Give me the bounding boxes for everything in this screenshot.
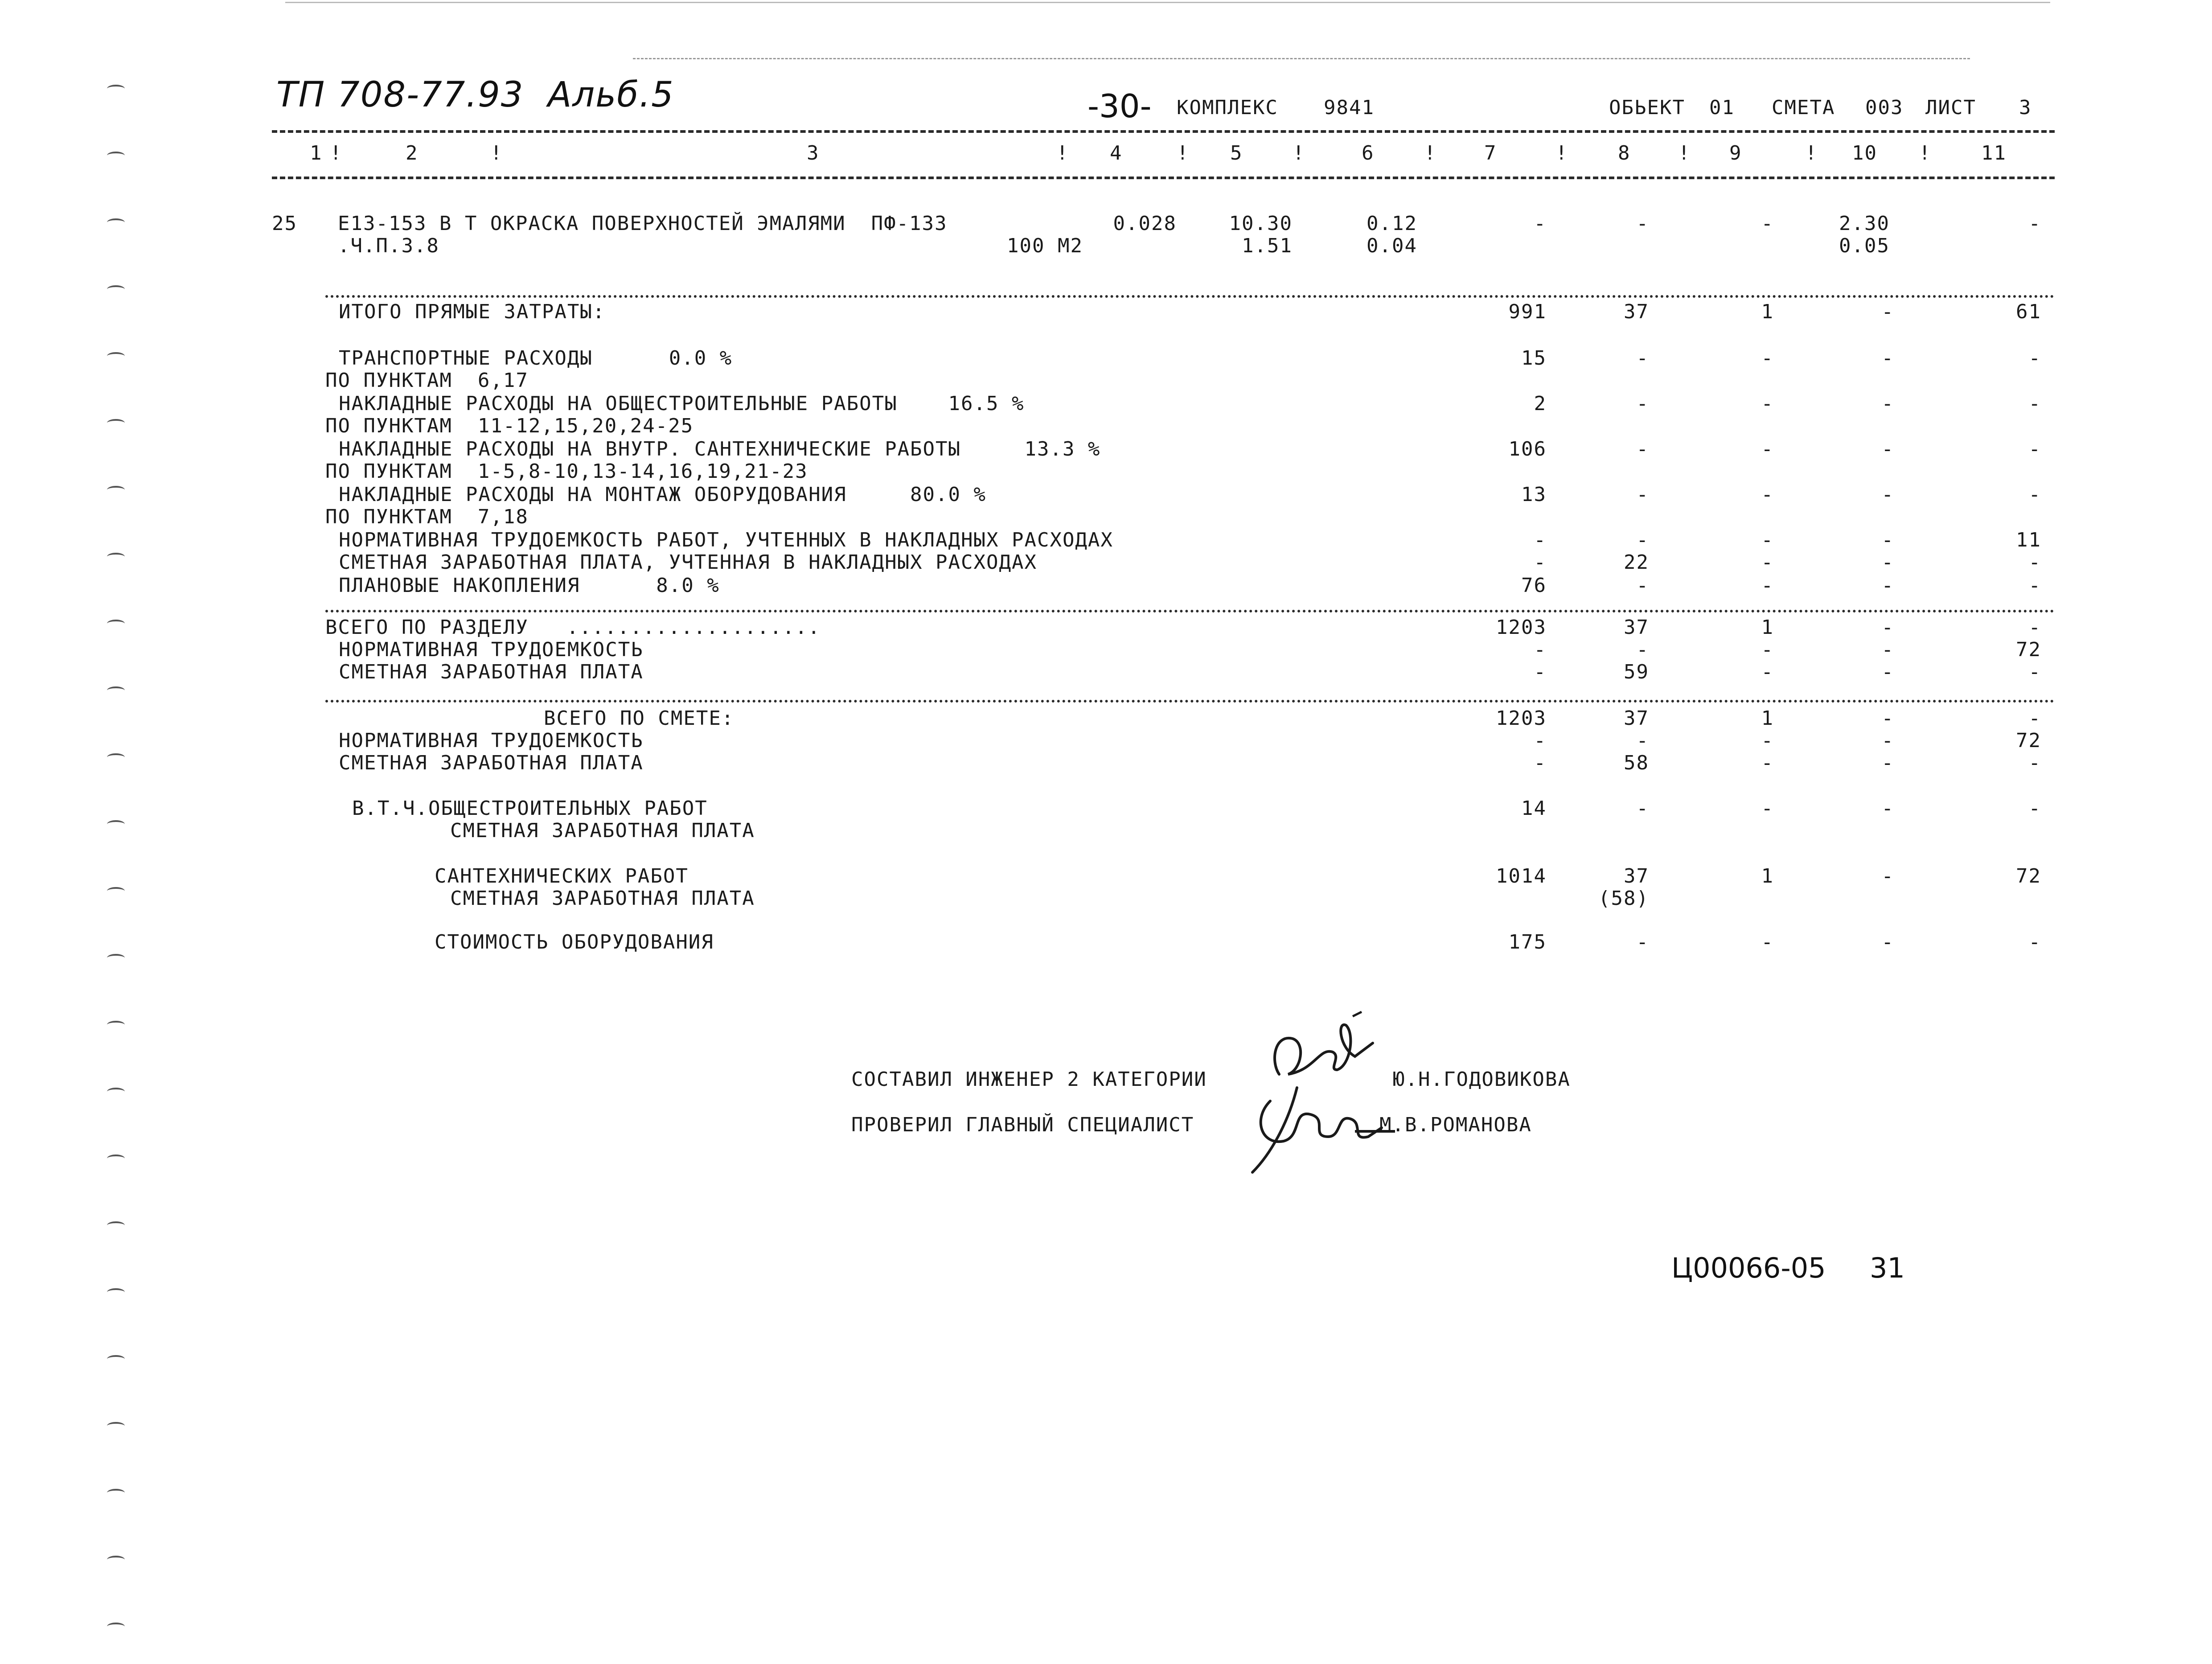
perforation-mark <box>107 1288 125 1296</box>
smeta-norm-c7: - <box>1534 729 1547 752</box>
page-number: 31 <box>1870 1252 1905 1284</box>
section-wage-c10: - <box>1881 661 1894 683</box>
santeh-value-c8: 37 <box>1624 865 1649 887</box>
summary-row-value-c8: - <box>1636 392 1649 415</box>
perforation-mark <box>107 620 125 628</box>
column-header-5: ! <box>1056 142 1069 164</box>
summary-row-value-c8: - <box>1636 483 1649 506</box>
perforation-mark <box>107 887 125 895</box>
column-header-0: 1 <box>310 142 323 164</box>
item-col6: 0.12 <box>1367 212 1417 235</box>
item-col5b: 1.51 <box>1242 234 1293 257</box>
obsh-value-c9: - <box>1761 797 1774 820</box>
perforation-mark <box>107 1221 125 1229</box>
dotted-rule-1 <box>325 295 2055 298</box>
column-header-9: ! <box>1293 142 1305 164</box>
summary-row-sublabel: ПО ПУНКТАМ 11-12,15,20,24-25 <box>325 415 694 437</box>
item-unit: 100 М2 <box>1007 234 1083 257</box>
section-norm-c9: - <box>1761 638 1774 661</box>
section-norm-c8: - <box>1636 638 1649 661</box>
checked-label: ПРОВЕРИЛ ГЛАВНЫЙ СПЕЦИАЛИСТ <box>851 1113 1194 1136</box>
section-total-c11: - <box>2028 616 2041 639</box>
item-description-cont: .Ч.П.3.8 <box>338 234 439 257</box>
section-total-c8: 37 <box>1624 616 1649 639</box>
summary-row-value-c9: - <box>1761 574 1774 597</box>
item-col11: - <box>2028 212 2041 235</box>
perforation-mark <box>107 1021 125 1029</box>
summary-row-label: ПЛАНОВЫЕ НАКОПЛЕНИЯ 8.0 % <box>339 574 720 597</box>
perforation-mark <box>107 486 125 494</box>
smeta-total-c11: - <box>2028 707 2041 730</box>
column-header-14: 8 <box>1618 142 1631 164</box>
summary-row-value-c11: 61 <box>2016 300 2041 323</box>
signature-checker <box>1243 1074 1404 1177</box>
section-total-label: ВСЕГО ПО РАЗДЕЛУ .................... <box>325 616 821 639</box>
summary-row-sublabel: ПО ПУНКТАМ 6,17 <box>325 369 529 392</box>
column-header-18: 10 <box>1852 142 1877 164</box>
handwritten-project-code: ТП 708-77.93 Альб.5 <box>276 75 674 115</box>
smeta-norm-c9: - <box>1761 729 1774 752</box>
item-col10: 2.30 <box>1839 212 1890 235</box>
equip-value-c10: - <box>1881 931 1894 953</box>
smeta-total-label: ВСЕГО ПО СМЕТЕ: <box>544 707 735 730</box>
summary-row-label: ИТОГО ПРЯМЫЕ ЗАТРАТЫ: <box>339 300 606 323</box>
obsh-value-c10: - <box>1881 797 1894 820</box>
column-header-6: 4 <box>1110 142 1123 164</box>
section-total-c10: - <box>1881 616 1894 639</box>
summary-row-value-c9: - <box>1761 483 1774 506</box>
document-code: Ц00066-05 <box>1671 1252 1826 1284</box>
smeta-norm-c8: - <box>1636 729 1649 752</box>
summary-row-label: НОРМАТИВНАЯ ТРУДОЕМКОСТЬ РАБОТ, УЧТЕННЫХ В НАКЛАДНЫХ РАСХОДАХ <box>339 529 1113 551</box>
section-total-c9: 1 <box>1761 616 1774 639</box>
section-wage-c11: - <box>2028 661 2041 683</box>
kompleks-label: КОМПЛЕКС <box>1177 96 1278 119</box>
dotted-rule-2 <box>325 610 2055 612</box>
perforation-mark <box>107 419 125 427</box>
column-header-19: ! <box>1919 142 1932 164</box>
perforation-mark <box>107 954 125 962</box>
summary-row-value-c11: - <box>2028 574 2041 597</box>
summary-row-value-c8: - <box>1636 574 1649 597</box>
summary-row-value-c7: 15 <box>1521 347 1547 370</box>
summary-row-value-c9: - <box>1761 551 1774 574</box>
column-header-7: ! <box>1177 142 1190 164</box>
smeta-norm-c11: 72 <box>2016 729 2041 752</box>
smeta-wage-c8: 58 <box>1624 752 1649 774</box>
object-value: 01 <box>1709 96 1735 119</box>
list-label: ЛИСТ <box>1925 96 1976 119</box>
item-col9: - <box>1761 212 1774 235</box>
top-edge-dash <box>633 58 1970 59</box>
summary-row-value-c10: - <box>1881 392 1894 415</box>
item-col4: 0.028 <box>1113 212 1177 235</box>
section-norm-c7: - <box>1534 638 1547 661</box>
summary-row-value-c10: - <box>1881 300 1894 323</box>
perforation-mark <box>107 1088 125 1096</box>
smeta-wage-c11: - <box>2028 752 2041 774</box>
column-header-4: 3 <box>807 142 820 164</box>
obsh-value-c8: - <box>1636 797 1649 820</box>
column-header-8: 5 <box>1230 142 1243 164</box>
summary-row-value-c9: - <box>1761 392 1774 415</box>
summary-row-value-c7: 106 <box>1508 438 1547 460</box>
perforation-mark <box>107 1355 125 1363</box>
santeh-value-c10: - <box>1881 865 1894 887</box>
santeh-wage-label: СМЕТНАЯ ЗАРАБОТНАЯ ПЛАТА <box>450 887 755 910</box>
smeta-total-c8: 37 <box>1624 707 1649 730</box>
smeta-total-c10: - <box>1881 707 1894 730</box>
summary-row-label: СМЕТНАЯ ЗАРАБОТНАЯ ПЛАТА, УЧТЕННАЯ В НАКЛАДНЫХ РАСХОДАХ <box>339 551 1037 574</box>
summary-row-value-c9: - <box>1761 347 1774 370</box>
equip-value-c11: - <box>2028 931 2041 953</box>
perforation-mark <box>107 686 125 694</box>
obsh-label: В.Т.Ч.ОБЩЕСТРОИТЕЛЬНЫХ РАБОТ <box>352 797 708 820</box>
section-norm-c11: 72 <box>2016 638 2041 661</box>
perforation-mark <box>107 352 125 360</box>
perforation-mark <box>107 820 125 828</box>
item-col6b: 0.04 <box>1367 234 1417 257</box>
smeta-wage-c10: - <box>1881 752 1894 774</box>
summary-row-value-c8: - <box>1636 438 1649 460</box>
summary-row-value-c7: - <box>1534 551 1547 574</box>
item-description: Е13-153 В Т ОКРАСКА ПОВЕРХНОСТЕЙ ЭМАЛЯМИ ПФ-133 <box>338 212 948 235</box>
summary-row-value-c8: 37 <box>1624 300 1649 323</box>
column-header-16: 9 <box>1729 142 1742 164</box>
section-norm-label: НОРМАТИВНАЯ ТРУДОЕМКОСТЬ <box>339 638 644 661</box>
summary-row-label: ТРАНСПОРТНЫЕ РАСХОДЫ 0.0 % <box>339 347 733 370</box>
item-number: 25 <box>272 212 297 235</box>
smeta-value: 003 <box>1865 96 1904 119</box>
equip-value-c7: 175 <box>1508 931 1547 953</box>
summary-row-label: НАКЛАДНЫЕ РАСХОДЫ НА МОНТАЖ ОБОРУДОВАНИЯ 80.0 % <box>339 483 987 506</box>
santeh-value-c7: 1014 <box>1496 865 1547 887</box>
section-wage-c7: - <box>1534 661 1547 683</box>
summary-row-label: НАКЛАДНЫЕ РАСХОДЫ НА ВНУТР. САНТЕХНИЧЕСКИЕ РАБОТЫ 13.3 % <box>339 438 1101 460</box>
item-col8: - <box>1636 212 1649 235</box>
perforation-mark <box>107 218 125 226</box>
smeta-label: СМЕТА <box>1772 96 1835 119</box>
kompleks-value: 9841 <box>1324 96 1375 119</box>
smeta-total-c7: 1203 <box>1496 707 1547 730</box>
smeta-wage-c9: - <box>1761 752 1774 774</box>
perforation-mark <box>107 85 125 93</box>
perforation-mark <box>107 285 125 293</box>
summary-row-value-c7: 13 <box>1521 483 1547 506</box>
section-wage-c8: 59 <box>1624 661 1649 683</box>
equip-label: СТОИМОСТЬ ОБОРУДОВАНИЯ <box>435 931 714 953</box>
equip-value-c9: - <box>1761 931 1774 953</box>
summary-row-value-c11: - <box>2028 438 2041 460</box>
summary-row-value-c10: - <box>1881 551 1894 574</box>
summary-row-sublabel: ПО ПУНКТАМ 7,18 <box>325 505 529 528</box>
obsh-value-c11: - <box>2028 797 2041 820</box>
perforation-mark <box>107 1556 125 1564</box>
summary-row-value-c11: 11 <box>2016 529 2041 551</box>
checked-name: М.В.РОМАНОВА <box>1379 1113 1532 1136</box>
compiled-name: Ю.Н.ГОДОВИКОВА <box>1393 1068 1571 1091</box>
column-header-12: 7 <box>1484 142 1497 164</box>
dotted-rule-3 <box>325 700 2055 703</box>
summary-row-value-c11: - <box>2028 483 2041 506</box>
perforation-mark <box>107 753 125 761</box>
item-col7: - <box>1534 212 1547 235</box>
perforation-mark <box>107 1155 125 1163</box>
column-header-1: ! <box>330 142 343 164</box>
summary-row-value-c7: 76 <box>1521 574 1547 597</box>
santeh-value-c11: 72 <box>2016 865 2041 887</box>
summary-row-value-c11: - <box>2028 347 2041 370</box>
santeh-value-c9: 1 <box>1761 865 1774 887</box>
summary-row-value-c10: - <box>1881 347 1894 370</box>
smeta-norm-c10: - <box>1881 729 1894 752</box>
summary-row-value-c11: - <box>2028 551 2041 574</box>
perforation-mark <box>107 1489 125 1497</box>
summary-row-value-c8: 22 <box>1624 551 1649 574</box>
summary-row-value-c7: - <box>1534 529 1547 551</box>
perforation-mark <box>107 1422 125 1430</box>
obsh-value-c7: 14 <box>1521 797 1547 820</box>
perforation-mark <box>107 553 125 561</box>
section-total-c7: 1203 <box>1496 616 1547 639</box>
perforation-mark <box>107 1623 125 1631</box>
column-header-17: ! <box>1805 142 1818 164</box>
summary-row-value-c9: - <box>1761 529 1774 551</box>
summary-row-value-c9: - <box>1761 438 1774 460</box>
smeta-wage-label: СМЕТНАЯ ЗАРАБОТНАЯ ПЛАТА <box>339 752 644 774</box>
smeta-wage-c7: - <box>1534 752 1547 774</box>
column-header-10: 6 <box>1362 142 1375 164</box>
section-norm-c10: - <box>1881 638 1894 661</box>
obsh-wage-label: СМЕТНАЯ ЗАРАБОТНАЯ ПЛАТА <box>450 819 755 842</box>
item-col5: 10.30 <box>1229 212 1293 235</box>
summary-row-value-c10: - <box>1881 574 1894 597</box>
column-header-2: 2 <box>406 142 419 164</box>
item-col10b: 0.05 <box>1839 234 1890 257</box>
smeta-norm-label: НОРМАТИВНАЯ ТРУДОЕМКОСТЬ <box>339 729 644 752</box>
summary-row-value-c10: - <box>1881 438 1894 460</box>
column-header-3: ! <box>490 142 503 164</box>
header-rule-bottom <box>272 177 2055 179</box>
column-header-15: ! <box>1678 142 1691 164</box>
summary-row-sublabel: ПО ПУНКТАМ 1-5,8-10,13-14,16,19,21-23 <box>325 460 808 483</box>
summary-row-label: НАКЛАДНЫЕ РАСХОДЫ НА ОБЩЕСТРОИТЕЛЬНЫЕ РАБОТЫ 16.5 % <box>339 392 1025 415</box>
santeh-wage-value: (58) <box>1598 887 1649 910</box>
summary-row-value-c10: - <box>1881 483 1894 506</box>
summary-row-value-c11: - <box>2028 392 2041 415</box>
object-label: ОБЬЕКТ <box>1609 96 1685 119</box>
compiled-label: СОСТАВИЛ ИНЖЕНЕР 2 КАТЕГОРИИ <box>851 1068 1207 1091</box>
smeta-total-c9: 1 <box>1761 707 1774 730</box>
santeh-label: САНТЕХНИЧЕСКИХ РАБОТ <box>435 865 689 887</box>
section-wage-c9: - <box>1761 661 1774 683</box>
column-header-13: ! <box>1555 142 1568 164</box>
summary-row-value-c7: 991 <box>1508 300 1547 323</box>
column-header-20: 11 <box>1981 142 2007 164</box>
section-wage-label: СМЕТНАЯ ЗАРАБОТНАЯ ПЛАТА <box>339 661 644 683</box>
summary-row-value-c8: - <box>1636 529 1649 551</box>
summary-row-value-c10: - <box>1881 529 1894 551</box>
column-header-11: ! <box>1424 142 1437 164</box>
perforation-mark <box>107 152 125 160</box>
page-mark: -30- <box>1088 87 1152 125</box>
summary-row-value-c8: - <box>1636 347 1649 370</box>
equip-value-c8: - <box>1636 931 1649 953</box>
header-rule-top <box>272 130 2055 133</box>
summary-row-value-c7: 2 <box>1534 392 1547 415</box>
summary-row-value-c9: 1 <box>1761 300 1774 323</box>
list-value: 3 <box>2019 96 2032 119</box>
top-edge-line <box>285 2 2050 3</box>
